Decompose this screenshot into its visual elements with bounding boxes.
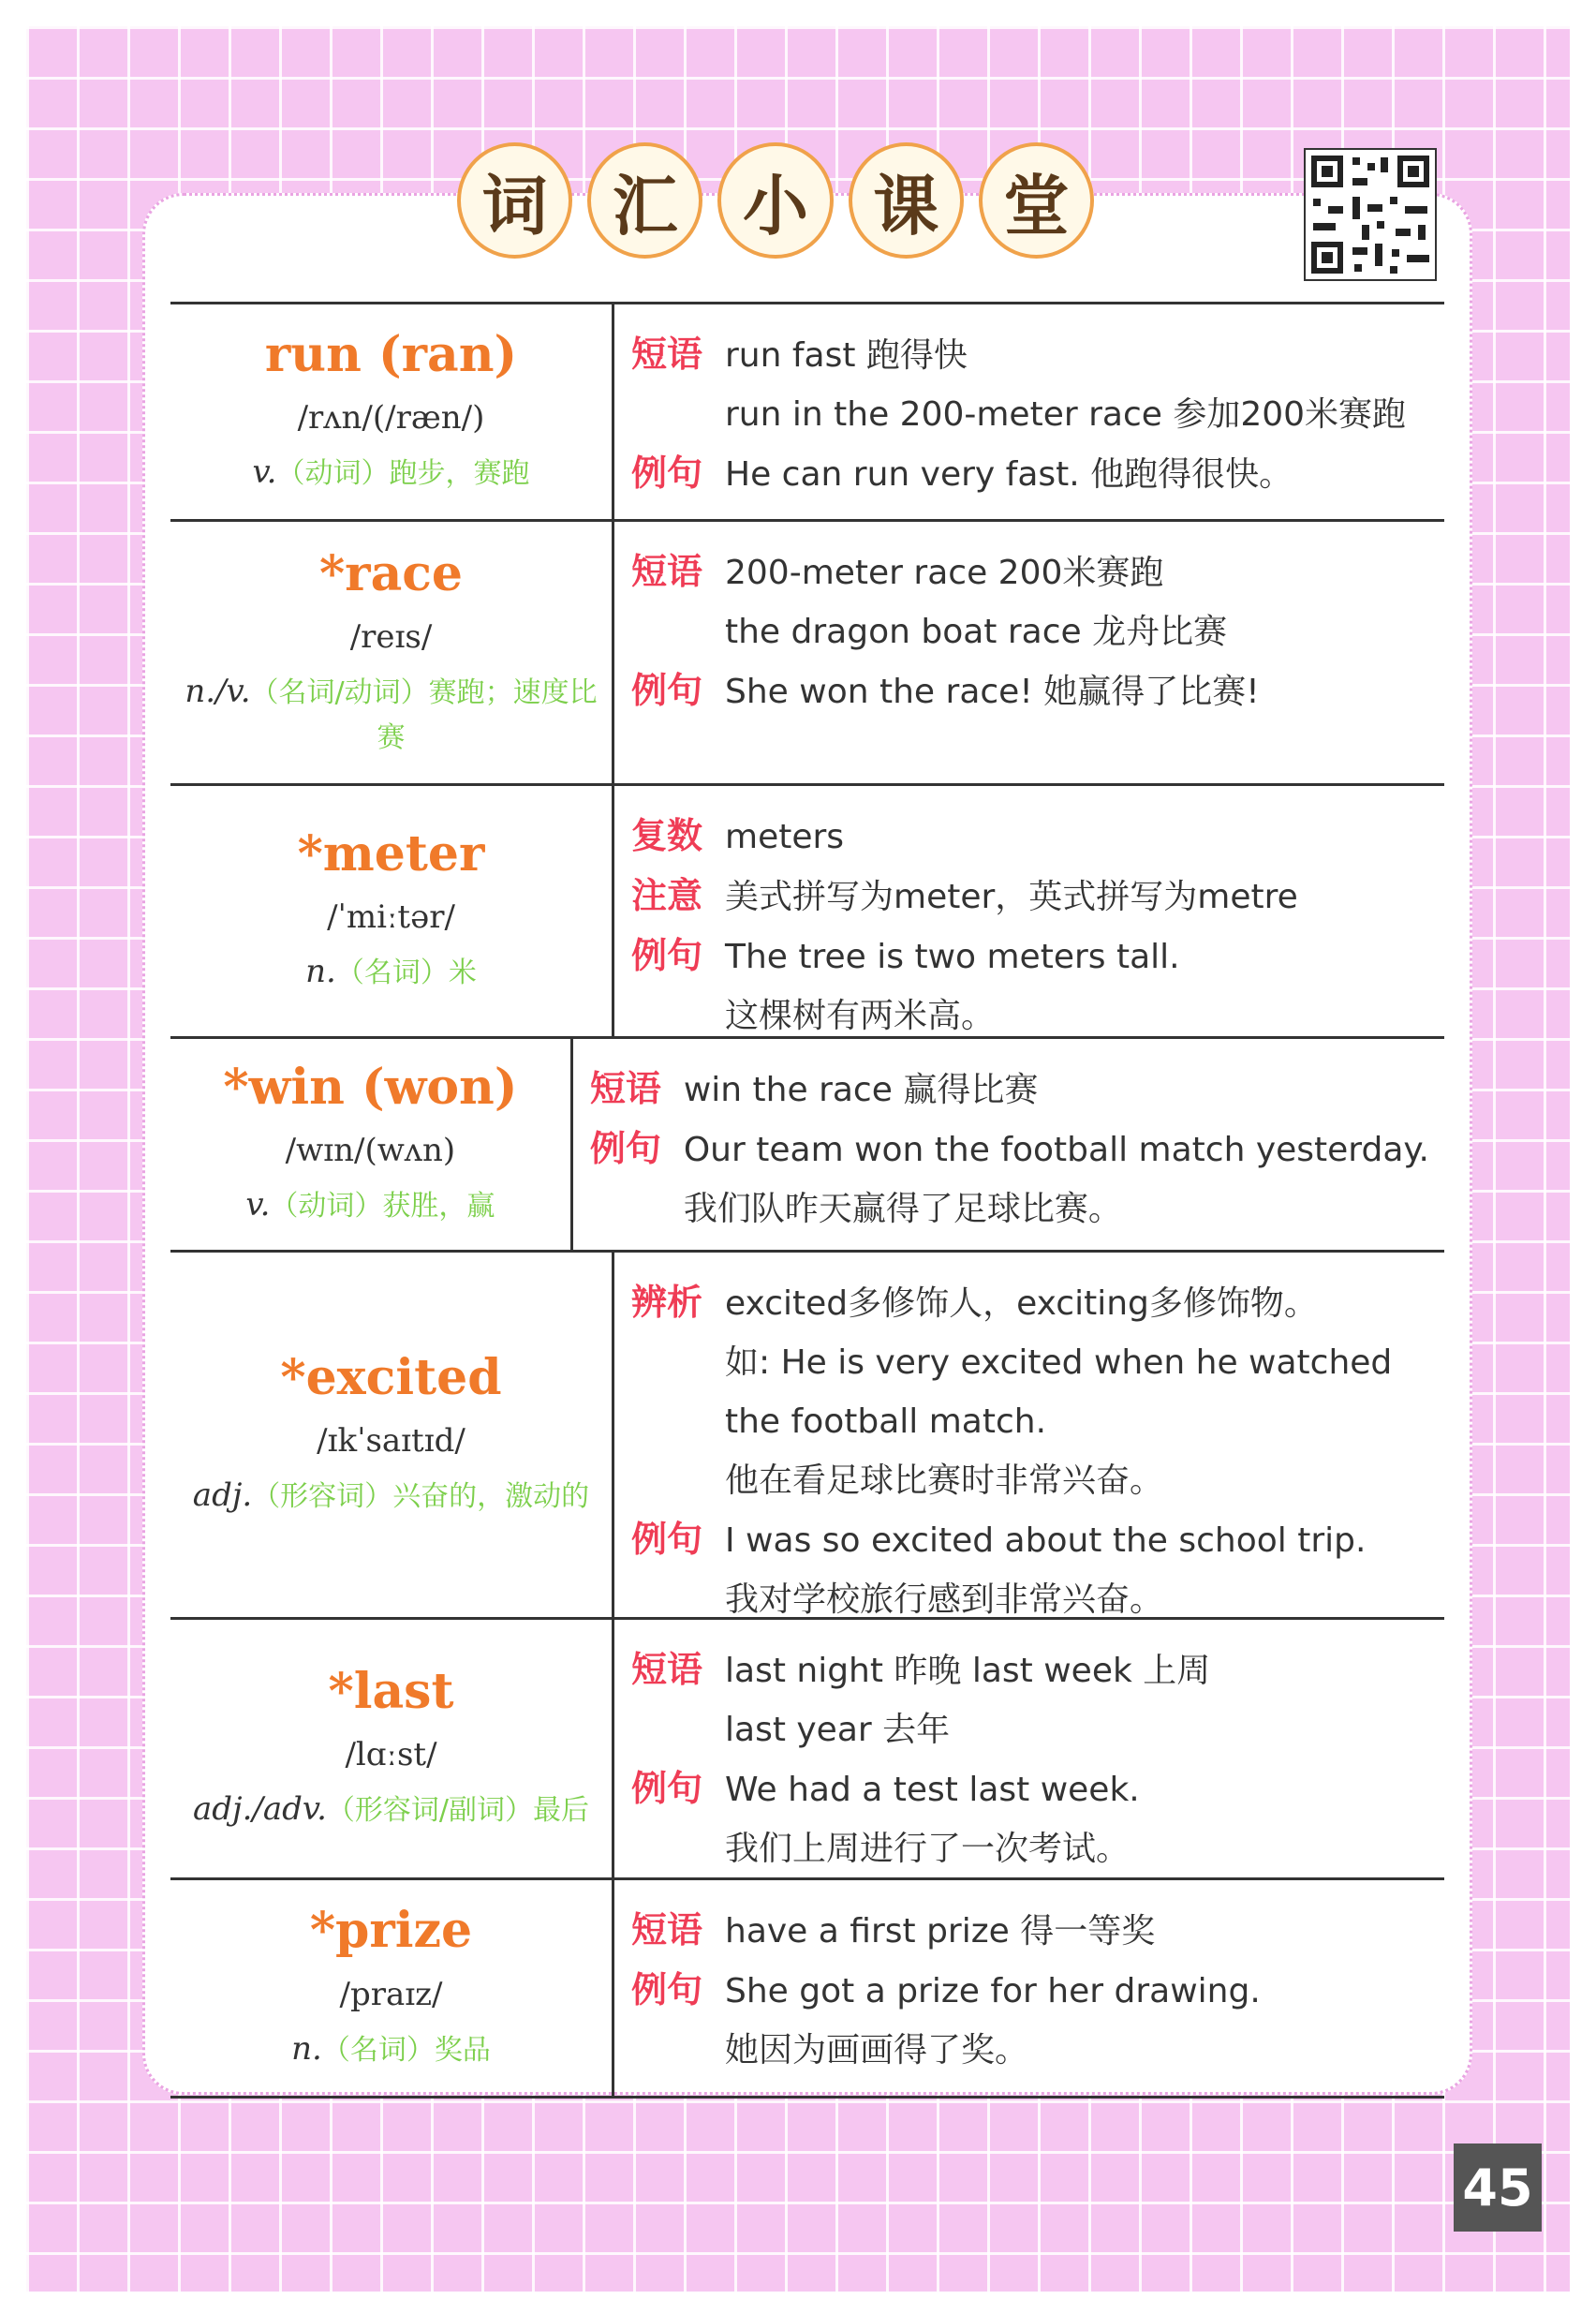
title-char: 课 (849, 142, 964, 259)
vocab-row (170, 302, 1444, 519)
vocab-row (170, 783, 1444, 1036)
detail-line (590, 1060, 1429, 1120)
pos-chinese: （名词/动词） (250, 676, 429, 710)
title-char: 汇 (587, 142, 702, 259)
pos-chinese: （形容词） (252, 1480, 393, 1514)
phonetic: /reɪs/ (349, 618, 433, 657)
detail-line (631, 1392, 1429, 1451)
meaning: 兴奋的，激动的 (392, 1480, 590, 1514)
title-char: 小 (717, 142, 833, 259)
detail-text: run fast 跑得快 (725, 336, 968, 375)
detail-text: She got a prize for her drawing. (725, 1972, 1261, 2010)
detail-line (631, 325, 1429, 385)
phonetic: /wɪn/(wʌn) (285, 1132, 456, 1170)
detail-text: meters (725, 818, 845, 856)
detail-text: last night 昨晚 last week 上周 (725, 1652, 1211, 1690)
vocab-row (170, 1250, 1444, 1617)
pos-chinese: （动词） (270, 1190, 383, 1224)
detail-tag: 短语 (631, 334, 703, 375)
detail-text: I was so excited about the school trip. (725, 1521, 1367, 1560)
detail-text: 她因为画画得了奖。 (725, 2031, 1029, 2069)
detail-line (631, 1640, 1429, 1700)
detail-tag: 例句 (631, 935, 703, 976)
detail-cell (573, 1039, 1444, 1250)
detail-cell (614, 786, 1444, 1036)
detail-line (631, 1510, 1429, 1570)
phonetic: /ɪkˈsaɪtɪd/ (317, 1422, 466, 1461)
part-of-speech (193, 1471, 589, 1520)
detail-text: the football match. (725, 1402, 1047, 1441)
headword: *race (318, 544, 464, 602)
word-cell (170, 522, 614, 783)
detail-tag: 短语 (631, 1909, 703, 1951)
part-of-speech (253, 448, 530, 497)
detail-text: He can run very fast. 他跑得很快。 (725, 455, 1293, 494)
detail-line (631, 867, 1429, 927)
phonetic: /lɑːst/ (345, 1736, 437, 1774)
detail-text: 我对学校旅行感到非常兴奋。 (725, 1580, 1164, 1619)
detail-text: 美式拼写为meter，英式拼写为metre (725, 878, 1298, 916)
detail-tag: 辨析 (631, 1282, 703, 1323)
detail-text: She won the race! 她赢得了比赛! (725, 673, 1260, 711)
word-cell (170, 1039, 573, 1250)
detail-text: the dragon boat race 龙舟比赛 (725, 613, 1228, 651)
pos-chinese: （动词） (276, 457, 390, 491)
detail-line (631, 661, 1429, 721)
pos-abbr: n. (305, 953, 336, 991)
detail-text: Our team won the football match yesterday. (683, 1131, 1429, 1169)
meaning: 赛跑；速度比赛 (377, 676, 598, 754)
detail-line (631, 1901, 1429, 1961)
meaning: 奖品 (434, 2033, 491, 2067)
meaning: 米 (448, 957, 477, 990)
detail-line (631, 1333, 1429, 1392)
pos-abbr: n./v. (185, 673, 251, 711)
pos-abbr: adj./adv. (193, 1790, 327, 1829)
detail-cell (614, 1880, 1444, 2096)
detail-tag: 例句 (631, 1768, 703, 1809)
detail-line (631, 1451, 1429, 1510)
detail-tag: 复数 (631, 815, 703, 856)
meaning: 获胜，赢 (382, 1190, 495, 1224)
detail-text: have a first prize 得一等奖 (725, 1912, 1156, 1951)
vocab-table (170, 302, 1444, 2099)
pos-abbr: adj. (192, 1476, 253, 1515)
detail-text: last year 去年 (725, 1711, 951, 1749)
detail-line (631, 2021, 1429, 2080)
part-of-speech (291, 2025, 491, 2074)
pos-abbr: v. (252, 453, 277, 492)
detail-tag: 短语 (631, 1649, 703, 1690)
title-char: 词 (457, 142, 572, 259)
detail-cell (614, 522, 1444, 783)
vocab-row (170, 1036, 1444, 1250)
pos-abbr: v. (245, 1186, 271, 1224)
detail-line (631, 602, 1429, 661)
detail-line (631, 807, 1429, 867)
headword: *excited (280, 1348, 502, 1406)
phonetic: /praɪz/ (339, 1975, 443, 2013)
word-cell (170, 1880, 614, 2096)
part-of-speech (180, 667, 602, 760)
detail-tag: 短语 (631, 551, 703, 592)
detail-text: The tree is two meters tall. (725, 938, 1180, 976)
vocab-row (170, 1877, 1444, 2099)
detail-line (631, 1819, 1429, 1878)
detail-line (631, 542, 1429, 602)
headword: run (ran) (264, 325, 518, 383)
detail-text: 我们上周进行了一次考试。 (725, 1830, 1130, 1868)
detail-text: 他在看足球比赛时非常兴奋。 (725, 1461, 1164, 1500)
qr-code-icon[interactable] (1304, 148, 1437, 281)
detail-cell (614, 304, 1444, 519)
detail-text: 这棵树有两米高。 (725, 997, 996, 1035)
detail-cell (614, 1620, 1444, 1877)
meaning: 最后 (532, 1794, 589, 1828)
detail-tag: 例句 (631, 452, 703, 494)
detail-text: 如: He is very excited when he watched (725, 1343, 1393, 1382)
detail-tag: 短语 (589, 1068, 661, 1109)
part-of-speech (305, 947, 477, 997)
detail-line (631, 444, 1429, 504)
pos-abbr: n. (291, 2029, 322, 2068)
detail-line (631, 927, 1429, 986)
detail-tag: 例句 (631, 670, 703, 711)
meaning: 跑步，赛跑 (389, 457, 530, 491)
detail-line (631, 1273, 1429, 1333)
detail-line (590, 1120, 1429, 1179)
detail-line (631, 1961, 1429, 2021)
headword: *prize (309, 1902, 473, 1960)
phonetic: /ˈmiːtər/ (327, 898, 455, 937)
word-cell (170, 1253, 614, 1617)
detail-text: 200-meter race 200米赛跑 (725, 554, 1164, 592)
part-of-speech (245, 1180, 495, 1230)
pos-chinese: （名词） (335, 957, 449, 990)
detail-line (590, 1179, 1429, 1239)
phonetic: /rʌn/(/ræn/) (297, 399, 485, 438)
detail-text: 我们队昨天赢得了足球比赛。 (683, 1190, 1122, 1228)
detail-tag: 例句 (631, 1519, 703, 1560)
word-cell (170, 304, 614, 519)
detail-line (631, 1700, 1429, 1759)
title-char: 堂 (979, 142, 1094, 259)
headword: *win (won) (223, 1058, 518, 1116)
detail-line (631, 385, 1429, 444)
title-banner (457, 142, 1094, 264)
headword: *last (328, 1662, 454, 1720)
headword: *meter (297, 824, 485, 883)
vocab-row (170, 519, 1444, 783)
detail-text: run in the 200-meter race 参加200米赛跑 (725, 395, 1407, 434)
detail-text: win the race 赢得比赛 (683, 1071, 1039, 1109)
detail-tag: 注意 (631, 875, 703, 916)
detail-text: excited多修饰人，exciting多修饰物。 (725, 1284, 1318, 1323)
word-cell (170, 1620, 614, 1877)
pos-chinese: （形容词/副词） (326, 1794, 533, 1828)
word-cell (170, 786, 614, 1036)
detail-text: We had a test last week. (725, 1771, 1140, 1809)
detail-line (631, 1759, 1429, 1819)
vocab-row (170, 1617, 1444, 1877)
detail-tag: 例句 (589, 1128, 661, 1169)
detail-line (631, 986, 1429, 1046)
page-number: 45 (1454, 2143, 1542, 2232)
part-of-speech (193, 1785, 589, 1834)
detail-cell (614, 1253, 1444, 1617)
pos-chinese: （名词） (321, 2033, 435, 2067)
detail-tag: 例句 (631, 1969, 703, 2010)
